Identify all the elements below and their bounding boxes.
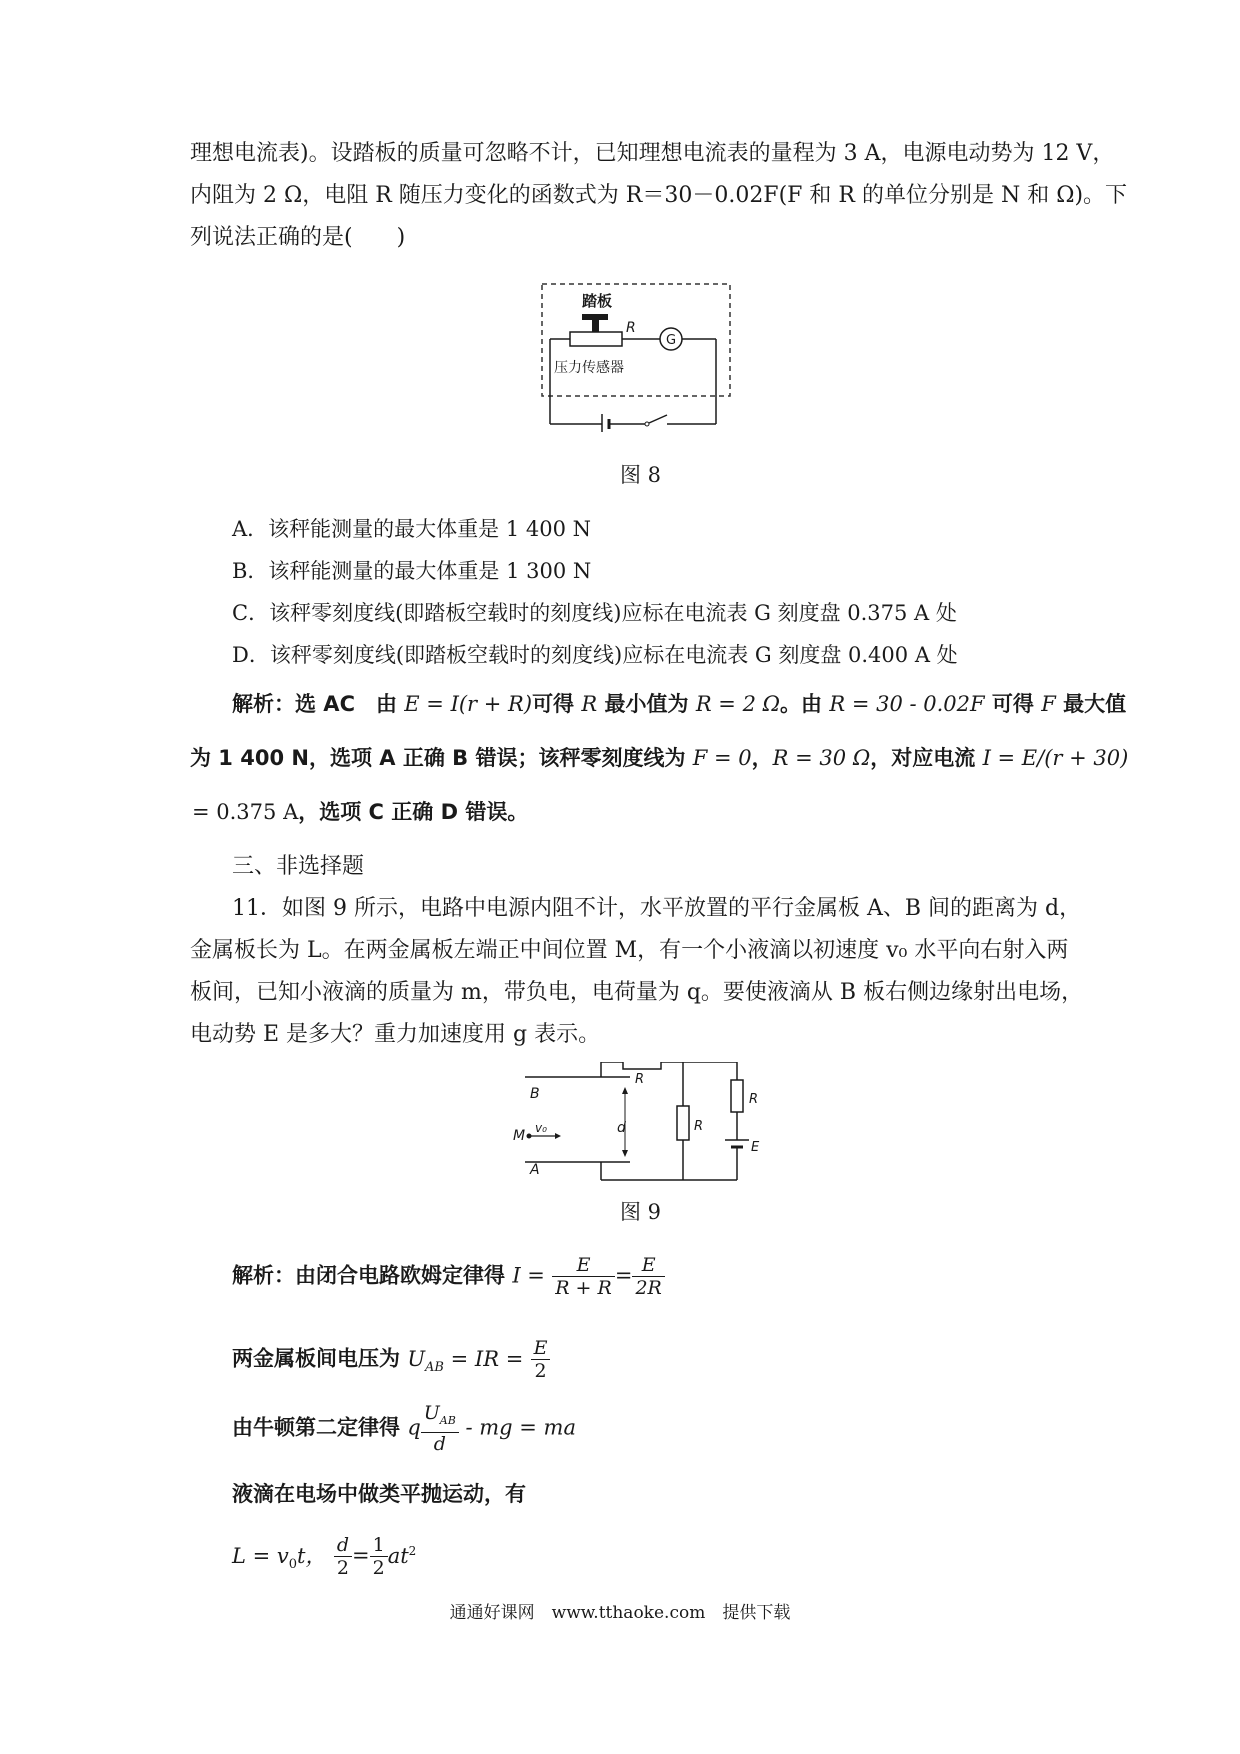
- fraction: $\frac{1}{2}$: [370, 1534, 388, 1579]
- svg-text:E: E: [751, 1140, 760, 1155]
- option-c: C．该秤零刻度线(即踏板空载时的刻度线)应标在电流表 G 刻度盘 0.375 A 处: [232, 601, 957, 625]
- section-heading: 三、非选择题: [232, 854, 365, 879]
- question11-line: 11．如图 9 所示，电路中电源内阻不计，水平放置的平行金属板 A、B 间的距离为 d，: [232, 896, 1082, 921]
- figure-8-circuit: [540, 282, 740, 432]
- resistor-middle: [677, 1106, 689, 1140]
- pedal: [582, 314, 608, 320]
- question11-line: 金属板长为 L。在两金属板左端正中间位置 M，有一个小液滴以初速度 v₀ 水平向右射入两: [190, 938, 1069, 963]
- solution10-line2: 为 1 400 N，选项 A 正确 B 错误；该秤零刻度线为 F = 0，R = 30 Ω，对应电流 I = E/(r + 30): [190, 746, 1129, 770]
- solution11-line3: 由牛顿第二定律得 q $\frac{U_{AB}}{d}$ - mg = ma: [232, 1402, 576, 1455]
- pedal-label: 踏板: [582, 292, 613, 310]
- sensor-label: 压力传感器: [554, 360, 624, 376]
- question10-intro: [190, 133, 1128, 259]
- resistor-right: [731, 1080, 743, 1112]
- svg-text:v₀: v₀: [535, 1121, 547, 1135]
- svg-text:R: R: [749, 1092, 759, 1107]
- svg-text:M: M: [513, 1128, 526, 1144]
- solution11-line1: 解析：由闭合电路欧姆定律得 I = $\frac{E}{R + R}$ = $\frac{E}{2R}$: [232, 1254, 665, 1299]
- page-footer: 通通好课网 www.tthaoke.com 提供下载: [449, 1603, 791, 1623]
- pedal-stem: [592, 320, 599, 332]
- svg-text:R: R: [694, 1119, 704, 1134]
- resistor-top: [623, 1062, 661, 1069]
- question11: [190, 888, 1084, 1056]
- svg-text:B: B: [530, 1086, 540, 1102]
- option-b: B．该秤能测量的最大体重是 1 300 N: [232, 559, 592, 583]
- intro-line: 理想电流表)。设踏板的质量可忽略不计，已知理想电流表的量程为 3 A，电源电动势为 12 V，: [190, 141, 1115, 166]
- resistor-R: [570, 332, 622, 346]
- fraction: $\frac{d}{2}$: [334, 1534, 352, 1579]
- svg-text:R: R: [635, 1072, 645, 1087]
- svg-text:A: A: [530, 1162, 540, 1178]
- option-a: A．该秤能测量的最大体重是 1 400 N: [232, 517, 592, 541]
- switch: [645, 422, 649, 426]
- intro-line: 内阻为 2 Ω，电阻 R 随压力变化的函数式为 R＝30－0.02F(F 和 R 的单位分别是 N 和 Ω)。下: [190, 183, 1128, 208]
- figure-9-circuit: [505, 1062, 795, 1187]
- solution10-line3: = 0.375 A，选项 C 正确 D 错误。: [192, 800, 529, 824]
- figure-8-caption: 图 8: [620, 463, 662, 487]
- fraction: $\frac{E}{R + R}$: [552, 1254, 615, 1299]
- fraction: $\frac{E}{2}$: [531, 1337, 551, 1382]
- option-d: D．该秤零刻度线(即踏板空载时的刻度线)应标在电流表 G 刻度盘 0.400 A 处: [232, 643, 958, 667]
- fraction: $\frac{U_{AB}}{d}$: [421, 1402, 459, 1455]
- question11-line: 板间，已知小液滴的质量为 m，带负电，电荷量为 q。要使液滴从 B 板右侧边缘射出电场，: [190, 980, 1084, 1005]
- fraction: $\frac{E}{2R}$: [632, 1254, 664, 1299]
- droplet: [527, 1134, 532, 1139]
- resistor-R-label: R: [626, 320, 636, 336]
- galvanometer-label: G: [666, 333, 677, 348]
- solution11-line2: 两金属板间电压为 $U_{AB}$ = IR = $\frac{E}{2}$: [232, 1337, 550, 1382]
- intro-line: 列说法正确的是( ): [190, 225, 406, 250]
- solution11-line5: $L = v_0t$， $\frac{d}{2}$ = $\frac{1}{2}$ $at^2$: [232, 1534, 417, 1579]
- figure-9-caption: 图 9: [620, 1200, 662, 1224]
- solution10-line1: 解析：选 AC 由 E = I(r + R)可得 R 最小值为 R = 2 Ω。由 R = 30 - 0.02F 可得 F 最大值: [232, 692, 1127, 716]
- solution11-line4: 液滴在电场中做类平抛运动，有: [232, 1482, 526, 1506]
- svg-text:d: d: [617, 1120, 626, 1136]
- question11-line: 电动势 E 是多大？重力加速度用 g 表示。: [190, 1022, 601, 1047]
